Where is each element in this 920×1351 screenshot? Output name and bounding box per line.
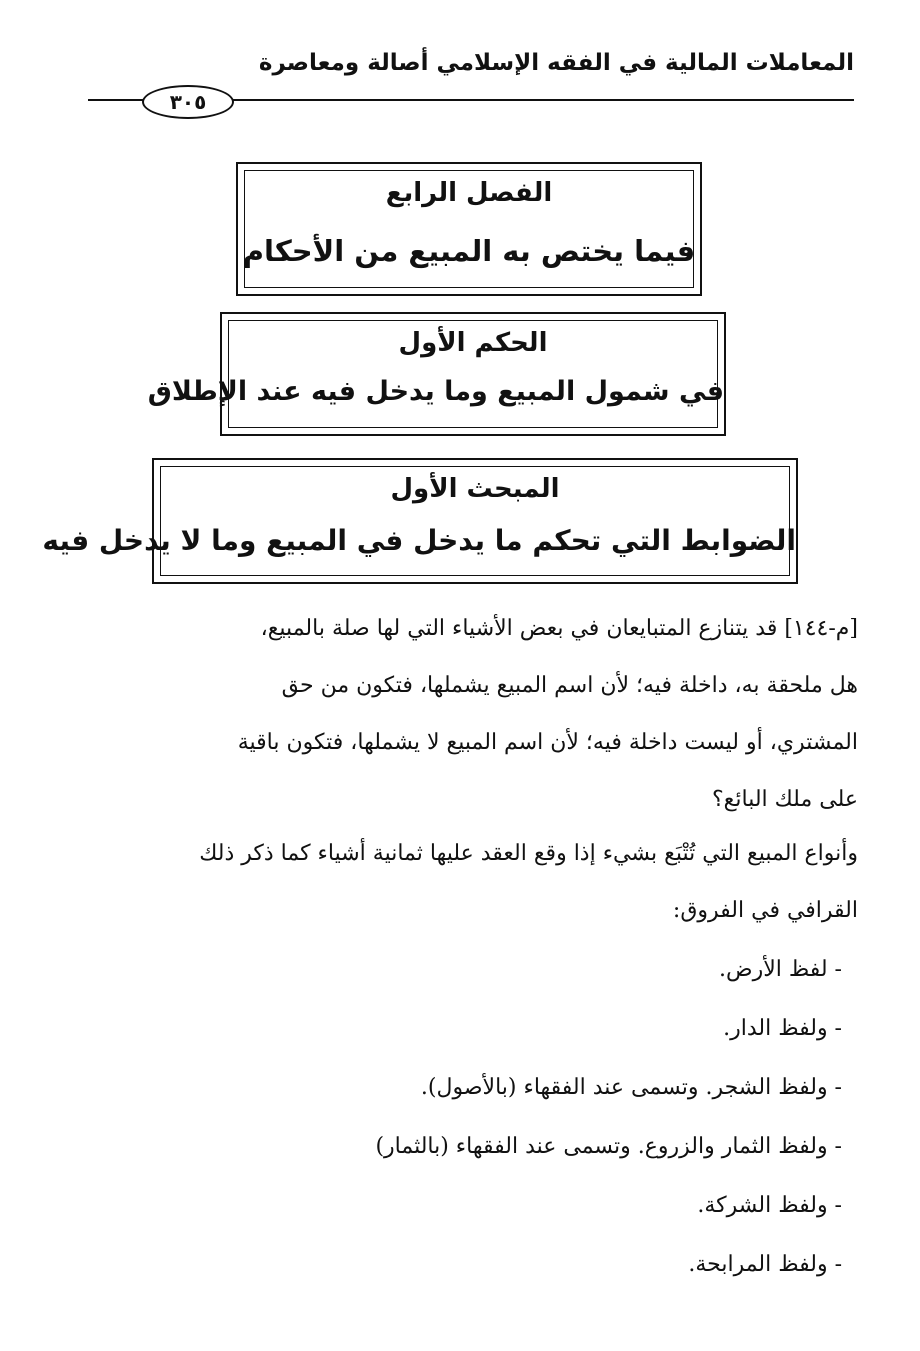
paragraph-line: [م-١٤٤] قد يتنازع المتبايعان في بعض الأشياء التي لها صلة بالمبيع، [260,616,858,641]
section-title: الضوابط التي تحكم ما يدخل في المبيع وما لا يدخل فيه [42,524,796,557]
body-paragraph [60,825,858,939]
paragraph-line: المشتري، أو ليست داخلة فيه؛ لأن اسم المبيع لا يشملها، فتكون باقية [237,730,858,755]
paragraph-line: القرافي في الفروق: [672,898,858,923]
sale-types-list [375,940,842,1294]
running-header-title: المعاملات المالية في الفقه الإسلامي أصالة ومعاصرة [258,50,854,76]
list-item: - ولفظ الثمار والزروع. وتسمى عند الفقهاء (بالثمار) [375,1134,842,1159]
list-item: - ولفظ المرابحة. [688,1252,842,1277]
list-item: - ولفظ الشجر. وتسمى عند الفقهاء (بالأصول). [420,1075,842,1100]
list-item: - ولفظ الشركة. [697,1193,842,1218]
paragraph-line: على ملك البائع؟ [711,787,858,812]
ruling-title: في شمول المبيع وما يدخل فيه عند الإطلاق [147,376,724,407]
section-heading-box [42,458,798,584]
section-label: المبحث الأول [390,474,560,504]
list-item: - ولفظ الدار. [723,1016,842,1041]
chapter-heading-box [236,162,702,296]
ruling-label: الحكم الأول [398,328,548,358]
chapter-title: فيما يختص به المبيع من الأحكام [242,234,696,268]
chapter-label: الفصل الرابع [385,178,553,208]
page-number: ٣٠٥ [142,85,234,119]
paragraph-line: هل ملحقة به، داخلة فيه؛ لأن اسم المبيع يشملها، فتكون من حق [281,673,858,698]
list-item: - لفظ الأرض. [718,957,842,982]
body-paragraph [60,600,858,828]
paragraph-line: وأنواع المبيع التي تُتْبَع بشيء إذا وقع العقد عليها ثمانية أشياء كما ذكر ذلك [199,841,858,866]
ruling-heading-box [147,312,726,436]
